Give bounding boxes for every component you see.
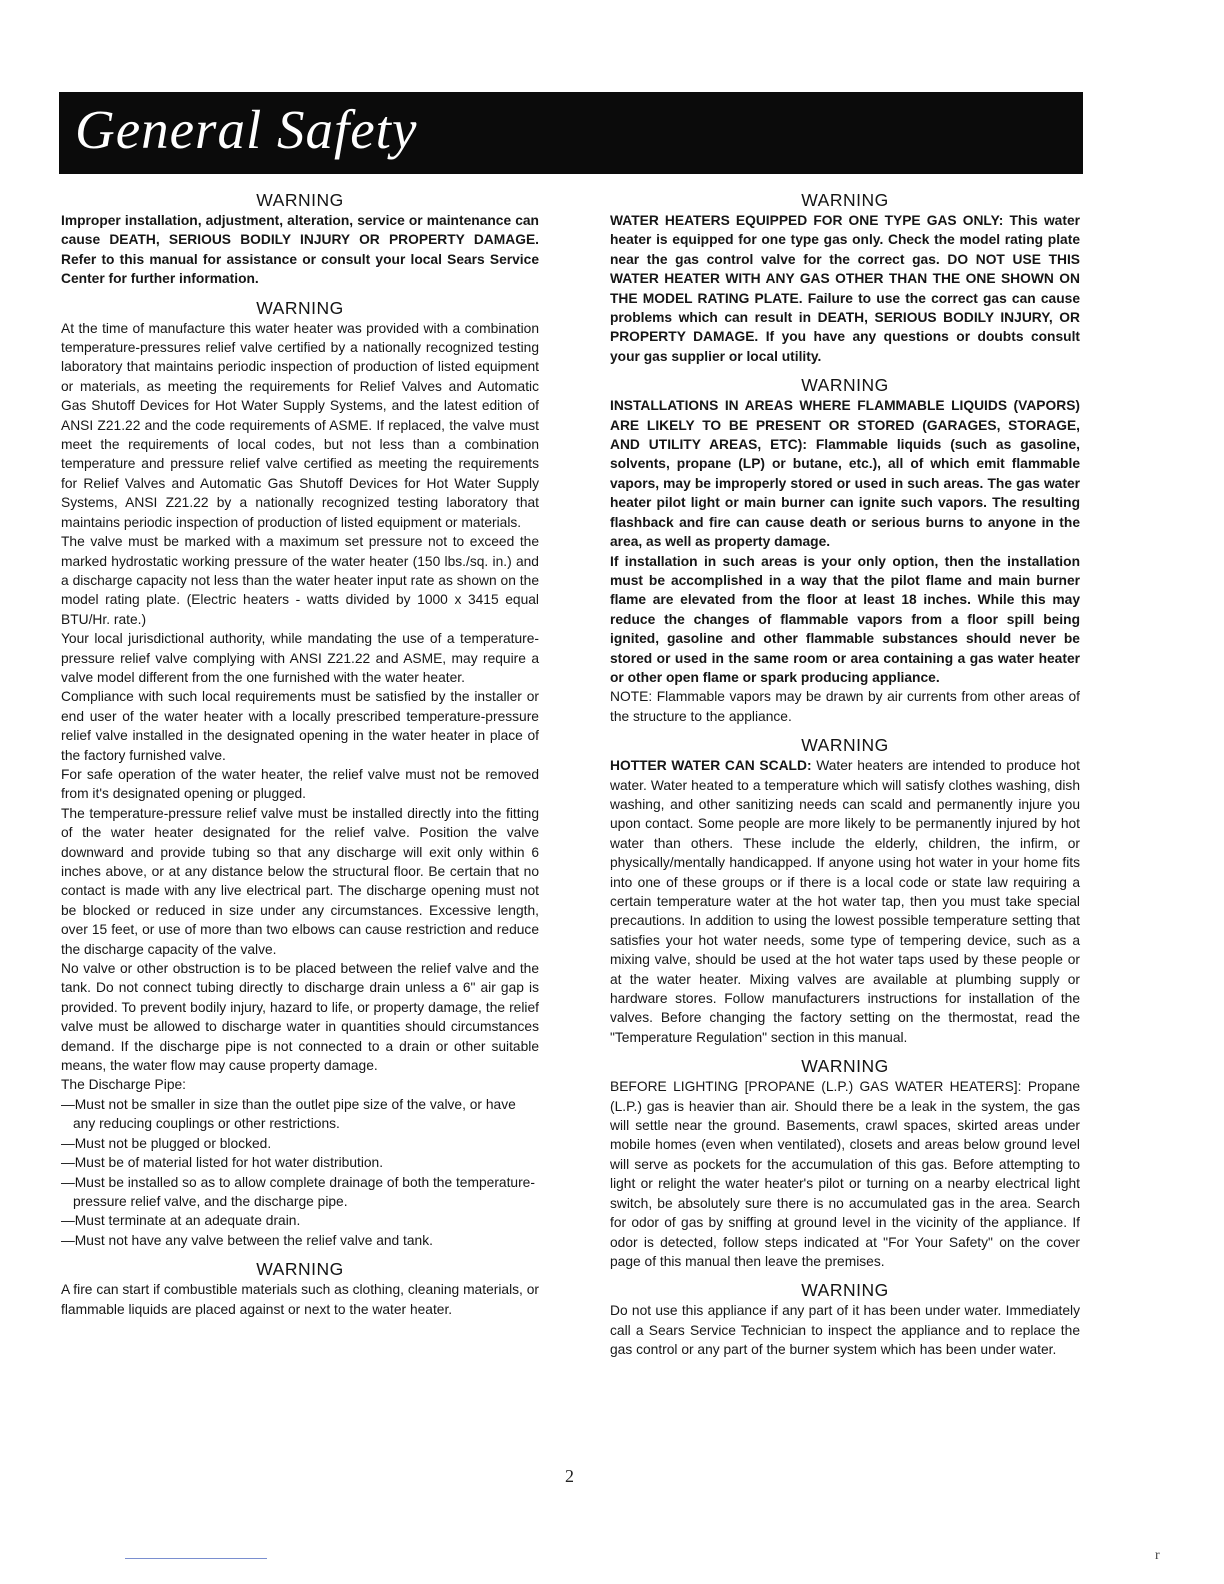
left-column xyxy=(61,190,539,1328)
warning-heading: WARNING xyxy=(801,735,889,756)
warning-body: This water heater is equipped for one type gas only. Check the model rating plate near the gas control valve for the correct gas. DO NOT USE THIS WATER HEATER WITH ANY GAS OTHER THAN THE ONE SHOWN ON THE MODEL RATING PLATE. Failure to use the correct gas can cause problems which can result in DEATH, SERIOUS BODILY INJURY, OR PROPERTY DAMAGE. If you have any questions or doubts consult your gas supplier or local utility. xyxy=(610,213,1080,364)
right-column xyxy=(610,190,1080,1369)
warning-heading: WARNING xyxy=(801,375,889,396)
page-title: General Safety xyxy=(75,99,418,160)
list-item: —Must terminate at an adequate drain. xyxy=(61,1213,301,1229)
list-item: —Must be of material listed for hot water distribution. xyxy=(61,1155,384,1171)
warning-paragraph xyxy=(610,211,1080,366)
warning-heading: WARNING xyxy=(256,190,344,210)
warning-paragraph: Your local jurisdictional authority, while mandating the use of a temperature-pressure relief valve complying with ANSI Z21.22 and ASME, may require a valve model different from the one furnished with the water heater. xyxy=(61,631,539,685)
corner-mark: r xyxy=(1155,1548,1160,1563)
page-number: 2 xyxy=(565,1466,574,1486)
warning-body: Flammable liquids (such as gasoline, solvents, propane (LP) or butane, etc.), all of which emit flammable vapors, may be improperly stored or used in such areas. The gas water heater pilot light or main burner can ignite such vapors. The resulting flashback and fire can cause death or serious burns to anyone in the area, as well as property damage. xyxy=(610,437,1080,550)
warning-paragraph xyxy=(610,756,1080,1047)
warning-section xyxy=(61,298,539,1251)
warning-lead: BEFORE LIGHTING [PROPANE (L.P.) GAS WATER HEATERS]: xyxy=(610,1079,1022,1095)
warning-section xyxy=(610,190,1080,366)
warning-section xyxy=(610,375,1080,726)
warning-heading: WARNING xyxy=(801,1280,889,1301)
warning-section xyxy=(610,1280,1080,1359)
warning-heading: WARNING xyxy=(801,1056,889,1077)
warning-paragraph: For safe operation of the water heater, the relief valve must not be removed from it's designated opening or plugged. xyxy=(61,766,539,802)
warning-heading: WARNING xyxy=(801,190,889,210)
warning-paragraph: No valve or other obstruction is to be placed between the relief valve and the tank. Do not connect tubing directly to discharge drain unless a 6" air gap is provided. To prevent bodily injury, hazard to life, or property damage, the relief valve must be allowed to discharge water in quantities should circumstances demand. If the discharge pipe is not connected to a drain or other suitable means, the water flow may cause property damage. xyxy=(61,961,539,1074)
warning-section xyxy=(61,190,539,289)
warning-paragraph xyxy=(610,1077,1080,1271)
warning-paragraph: The valve must be marked with a maximum set pressure not to exceed the marked hydrostatic working pressure of the water heater (150 lbs./sq. in.) and a discharge capacity not less than the water heater input rate as shown on the model rating plate. (Electric heaters - watts divided by 1000 x 3415 equal BTU/Hr. rate.) xyxy=(61,534,539,627)
discharge-pipe-label: The Discharge Pipe: xyxy=(61,1077,187,1093)
warning-lead: WATER HEATERS EQUIPPED FOR ONE TYPE GAS ONLY: xyxy=(610,213,1004,228)
warning-paragraph: Do not use this appliance if any part of it has been under water. Immediately call a Sears Service Technician to inspect the appliance and to replace the gas control or any part of the burner system which has been under water. xyxy=(610,1303,1080,1358)
warning-section xyxy=(610,1056,1080,1271)
warning-heading: WARNING xyxy=(256,1259,344,1280)
warning-paragraph: Improper installation, adjustment, alteration, service or maintenance can cause DEATH, SERIOUS BODILY INJURY OR PROPERTY DAMAGE. Refer to this manual for assistance or consult your local Sears Service Center for further information. xyxy=(61,213,539,287)
warning-lead: HOTTER WATER CAN SCALD: xyxy=(610,758,812,774)
footer-rule xyxy=(125,1558,267,1559)
warning-paragraph: A fire can start if combustible materials such as clothing, cleaning materials, or flammable liquids are placed against or next to the water heater. xyxy=(61,1282,539,1317)
list-item: —Must be installed so as to allow complete drainage of both the temperature-pressure relief valve, and the discharge pipe. xyxy=(61,1174,535,1209)
warning-note: NOTE: Flammable vapors may be drawn by air currents from other areas of the structure to the appliance. xyxy=(610,689,1080,724)
warning-paragraph: If installation in such areas is your only option, then the installation must be accomplished in a way that the pilot flame and main burner flame are elevated from the floor at least 18 inches. While this may reduce the changes of flammable vapors from a floor spill being ignited, gasoline and other flammable substances should never be stored or used in the same room or area containing a gas water heater or other open flame or spark producing appliance. xyxy=(610,553,1080,685)
warning-heading: WARNING xyxy=(256,297,344,318)
warning-paragraph: Compliance with such local requirements must be satisfied by the installer or end user of the water heater with a locally prescribed temperature-pressure relief valve installed in the designated opening in the water heater in place of the factory furnished valve. xyxy=(61,689,539,763)
list-item: —Must not be plugged or blocked. xyxy=(61,1135,272,1151)
title-banner xyxy=(59,92,1083,174)
warning-body: Propane (L.P.) gas is heavier than air. Should there be a leak in the system, the gas will settle near the ground. Basements, crawl spaces, skirted areas under mobile homes (even when ventilated), closets and areas below ground level will serve as pockets for the accumulation of this gas. Before attempting to light or relight the water heater's pilot or turning on a nearby electrical light switch, be absolutely sure there is no accumulated gas in the area. Search for odor of gas by sniffing at ground level in the vicinity of the appliance. If odor is detected, follow steps indicated at "For Your Safety" on the cover page of this manual then leave the premises. xyxy=(610,1079,1080,1269)
warning-body: Water heaters are intended to produce hot water. Water heated to a temperature which will satisfy clothes washing, dish washing, and other sanitizing needs can scald and permanently injure you upon contact. Some people are more likely to be permanently injured by hot water than others. These include the elderly, children, the infirm, or physically/mentally handicapped. If anyone using hot water in your home fits into one of these groups or if there is a local code or state law requiring a certain temperature water at the hot water tap, then you must take special precautions. In addition to using the lowest possible temperature setting that satisfies your hot water needs, some type of tempering device, such as a mixing valve, should be used at the hot water taps used by these people or at the water heater. Mixing valves are available at plumbing supply or hardware stores. Follow manufacturers instructions for installation of the valves. Before changing the factory setting on the thermostat, read the "Temperature Regulation" section in this manual. xyxy=(610,758,1080,1045)
warning-paragraph: The temperature-pressure relief valve must be installed directly into the fitting of the water heater designated for the relief valve. Position the valve downward and provide tubing so that any discharge will exit only within 6 inches above, or at any distance below the structural floor. Be certain that no contact is made with any live electrical part. The discharge opening must not be blocked or reduced in size under any circumstances. Excessive length, over 15 feet, or use of more than two elbows can cause restriction and reduce the discharge capacity of the valve. xyxy=(61,805,539,957)
warning-paragraph: At the time of manufacture this water heater was provided with a combination temperature-pressures relief valve certified by a nationally recognized testing laboratory that maintains periodic inspection of production of listed equipment or materials, as meeting the requirements for Relief Valves and Automatic Gas Shutoff Devices for Hot Water Supply Systems, and the latest edition of ANSI Z21.22 and the code requirements of ASME. If replaced, the valve must meet the requirements of local codes, but not less than a combination temperature and pressure relief valve certified as meeting the requirements for Relief Valves and Automatic Gas Shutoff Devices for Hot Water Supply Systems, ANSI Z21.22 by a nationally recognized testing laboratory that maintains periodic inspection of production of listed equipment or materials. xyxy=(61,320,539,530)
warning-lead: INSTALLATIONS IN AREAS WHERE FLAMMABLE LIQUIDS (VAPORS) ARE LIKELY TO BE PRESENT OR STORED (GARAGES, STORAGE, AND UTILITY AREAS, ETC): xyxy=(610,398,1080,453)
list-item: —Must not be smaller in size than the outlet pipe size of the valve, or have any reducing couplings or other restrictions. xyxy=(61,1096,516,1132)
warning-section xyxy=(610,735,1080,1047)
warning-section xyxy=(61,1259,539,1319)
warning-paragraph xyxy=(610,396,1080,551)
list-item: —Must not have any valve between the relief valve and tank. xyxy=(61,1232,433,1248)
